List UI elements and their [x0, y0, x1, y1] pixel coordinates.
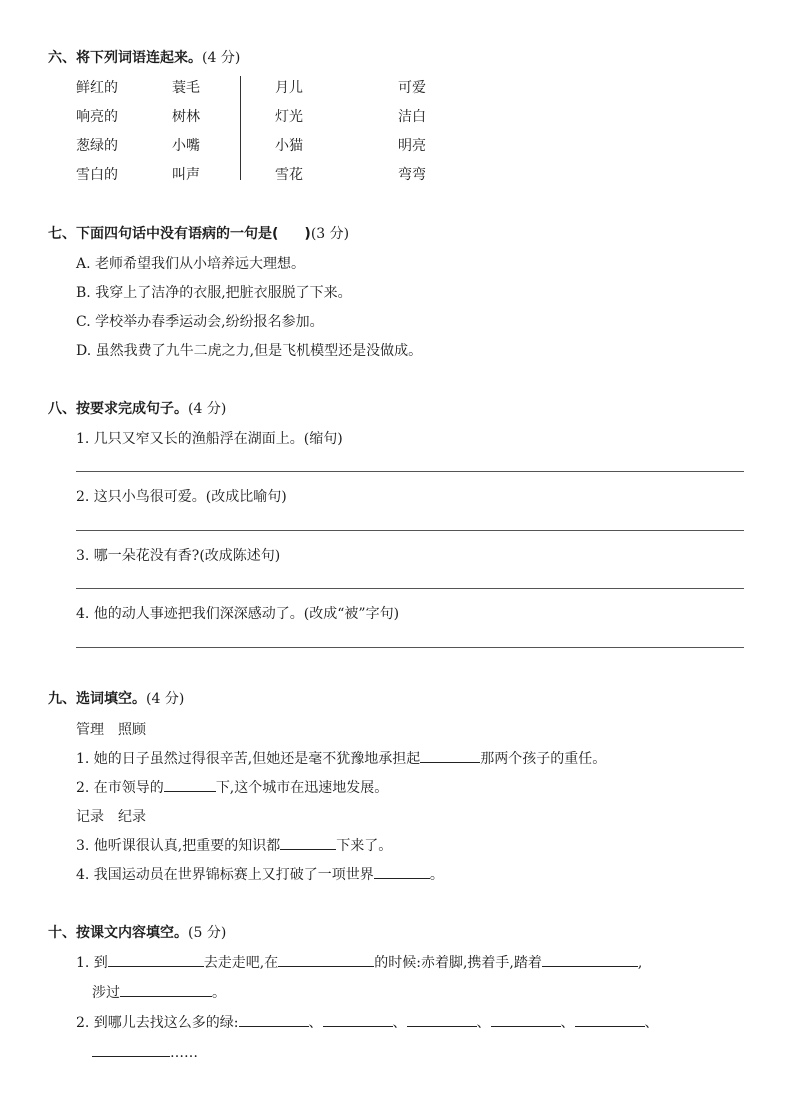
blank-r4[interactable] — [120, 982, 212, 997]
section-9-points: (4 分) — [146, 691, 185, 707]
rewrite-item-1: 1. 几只又窄又长的渔船浮在湖面上。(缩句) — [76, 431, 343, 447]
blank-r1[interactable] — [108, 952, 204, 967]
word-choice-1: 管理 照顾 — [76, 722, 146, 738]
word-col4-2: 洁白 — [398, 109, 426, 125]
word-col2-2: 树林 — [172, 109, 200, 125]
option-c: C. 学校举办春季运动会,纷纷报名参加。 — [76, 314, 324, 330]
word-col1-1: 鲜红的 — [76, 80, 118, 96]
answer-line-2[interactable] — [76, 530, 744, 531]
answer-line-3[interactable] — [76, 588, 744, 589]
section-7-heading: 七、下面四句话中没有语病的一句是( )(3 分) — [48, 226, 350, 242]
word-col4-3: 明亮 — [398, 138, 426, 154]
blank-q3[interactable] — [280, 835, 336, 850]
section-7-points: (3 分) — [310, 226, 350, 242]
section-10-points: (5 分) — [188, 925, 227, 941]
blank-g2[interactable] — [323, 1012, 393, 1027]
blank-q4[interactable] — [374, 864, 430, 879]
recite-q1-line1: 1. 到 去走走吧,在 的时候:赤着脚,携着手,踏着 , — [76, 952, 642, 972]
option-b: B. 我穿上了洁净的衣服,把脏衣服脱了下来。 — [76, 285, 352, 301]
word-col4-1: 可爱 — [398, 80, 426, 96]
rewrite-item-3: 3. 哪一朵花没有香?(改成陈述句) — [76, 548, 281, 564]
word-col3-4: 雪花 — [275, 167, 303, 183]
word-col3-3: 小猫 — [275, 138, 303, 154]
word-col1-2: 响亮的 — [76, 109, 118, 125]
recite-q2-line2: …… — [92, 1042, 198, 1061]
rewrite-item-4: 4. 他的动人事迹把我们深深感动了。(改成“被”字句) — [76, 606, 400, 622]
column-divider — [240, 76, 241, 180]
word-choice-2: 记录 纪录 — [76, 809, 146, 825]
blank-q1[interactable] — [420, 748, 480, 763]
recite-q1-line2: 涉过 。 — [92, 982, 226, 1002]
blank-g5[interactable] — [575, 1012, 645, 1027]
answer-line-1[interactable] — [76, 471, 744, 472]
section-6-points: (4 分) — [202, 50, 241, 66]
blank-r3[interactable] — [542, 952, 638, 967]
fill-q1: 1. 她的日子虽然过得很辛苦,但她还是毫不犹豫地承担起 那两个孩子的重任。 — [76, 748, 606, 768]
word-col2-4: 叫声 — [172, 167, 200, 183]
word-col2-1: 蓑毛 — [172, 80, 200, 96]
section-8-heading: 八、按要求完成句子。(4 分) — [48, 401, 227, 417]
blank-g1[interactable] — [239, 1012, 309, 1027]
section-10-heading: 十、按课文内容填空。(5 分) — [48, 925, 227, 941]
word-col2-3: 小嘴 — [172, 138, 200, 154]
section-8-points: (4 分) — [188, 401, 227, 417]
section-6-heading: 六、将下列词语连起来。(4 分) — [48, 50, 241, 66]
word-col4-4: 弯弯 — [398, 167, 426, 183]
word-col3-2: 灯光 — [275, 109, 303, 125]
rewrite-item-2: 2. 这只小鸟很可爱。(改成比喻句) — [76, 489, 287, 505]
section-9-heading: 九、选词填空。(4 分) — [48, 691, 185, 707]
option-a: A. 老师希望我们从小培养远大理想。 — [76, 256, 306, 272]
blank-g4[interactable] — [491, 1012, 561, 1027]
blank-g3[interactable] — [407, 1012, 477, 1027]
word-col1-4: 雪白的 — [76, 167, 118, 183]
fill-q4: 4. 我国运动员在世界锦标赛上又打破了一项世界 。 — [76, 864, 444, 884]
blank-q2[interactable] — [164, 777, 216, 792]
blank-r2[interactable] — [278, 952, 374, 967]
blank-g6[interactable] — [92, 1042, 170, 1057]
answer-line-4[interactable] — [76, 647, 744, 648]
word-col1-3: 葱绿的 — [76, 138, 118, 154]
word-col3-1: 月儿 — [275, 80, 303, 96]
fill-q3: 3. 他听课很认真,把重要的知识都 下来了。 — [76, 835, 392, 855]
recite-q2-line1: 2. 到哪儿去找这么多的绿: 、 、 、 、 、 — [76, 1012, 659, 1032]
fill-q2: 2. 在市领导的 下,这个城市在迅速地发展。 — [76, 777, 388, 797]
option-d: D. 虽然我费了九牛二虎之力,但是飞机模型还是没做成。 — [76, 343, 423, 359]
